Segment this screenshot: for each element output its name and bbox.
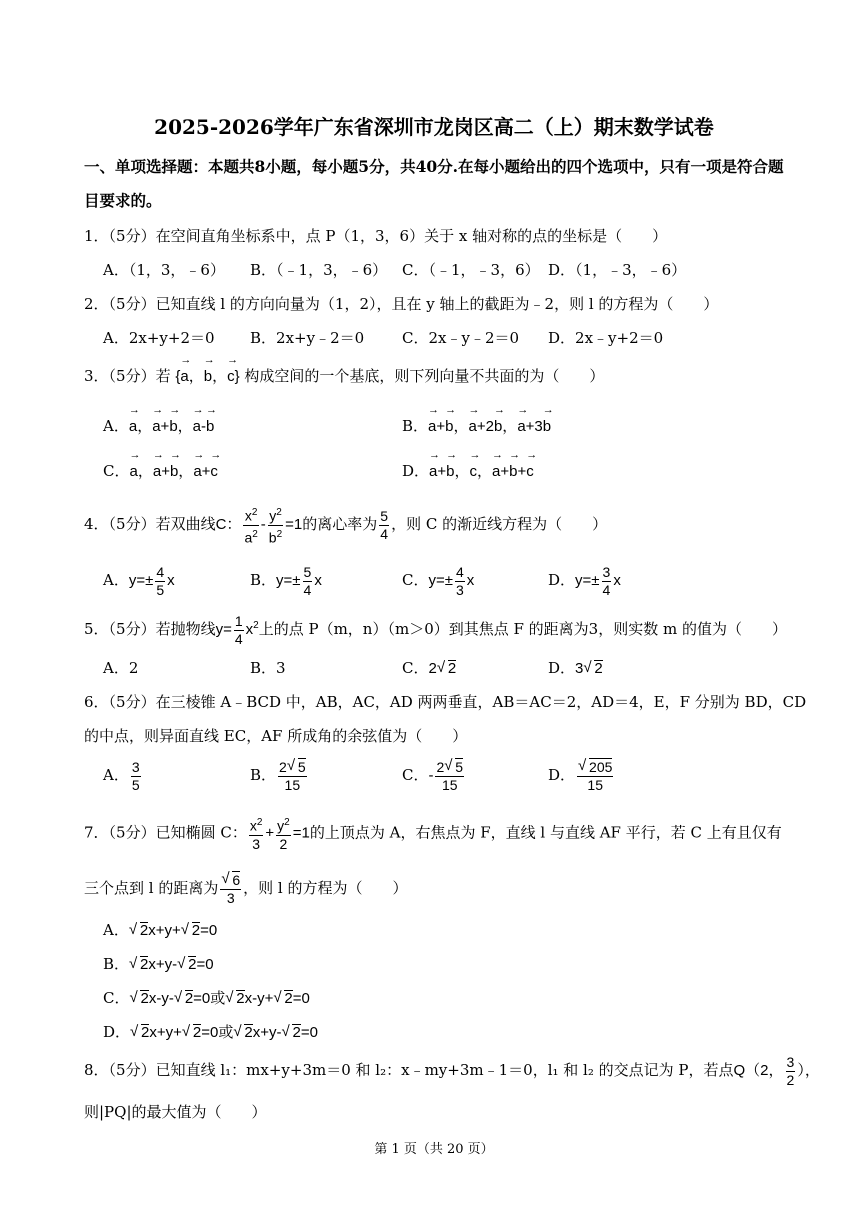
- question-2-stem: 2．（5分）已知直线 l 的方向向量为（1，2），且在 y 轴上的截距为﹣2，则 l 的方程为（ ）: [84, 295, 719, 313]
- question-1-option-c: C．（﹣1，﹣3，6）: [402, 261, 540, 279]
- basis-vectors: {→ a，→ b，→ c}: [175, 368, 239, 385]
- question-3-suffix: 构成空间的一个基底，则下列向量不共面的为（ ）: [244, 367, 605, 385]
- question-5-option-b: B．3: [250, 659, 286, 677]
- question-4-option-b: B．y=± $\frac{5}{4}$ x: [250, 563, 322, 598]
- question-8-stem-cont: 则|PQ|的最大值为（ ）: [84, 1103, 267, 1121]
- question-2-option-b: B．2x+y﹣2＝0: [250, 329, 365, 347]
- question-4-option-c: C．y=± $\frac{4}{3}$ x: [402, 563, 475, 598]
- page-footer: 第 1 页（共 20 页）: [374, 1142, 494, 1157]
- question-3-option-a: A．→ a，→ a+→ b，→ a-→ b: [103, 416, 214, 437]
- question-6-option-b: B． $\frac{2√ 5}{15}$: [250, 757, 309, 794]
- question-7-stem-cont: 三个点到 l 的距离为 √ $\frac{6}{3}$ ，则 l 的方程为（ ）: [84, 870, 407, 907]
- section-heading-cont: 目要求的。: [84, 191, 162, 210]
- question-8-stem: 8．（5分）已知直线 l₁：mx+y+3m＝0 和 l₂：x﹣my+3m﹣1＝0，l₁ 和 l₂ 的交点记为 P，若点Q（2， $\frac{3}{2}$ ），: [84, 1053, 820, 1088]
- question-3-stem: [84, 366, 604, 387]
- section-heading: 一、单项选择题：本题共8小题，每小题5分，共40分.在每小题给出的四个选项中，只有一项是符合题: [84, 157, 784, 176]
- question-3-option-d: D．→ a+→ b，→ c，→ a+→ b+→ c: [402, 461, 534, 482]
- question-6-option-a: A． $\frac{3}{5}$: [103, 758, 140, 793]
- question-1-option-d: D．（1，﹣3，﹣6）: [548, 261, 687, 279]
- question-6-stem: 6．（5分）在三棱锥 A﹣BCD 中，AB，AC，AD 两两垂直，AB＝AC＝2，AD＝4，E，F 分别为 BD，CD: [84, 693, 807, 711]
- question-5-option-a: A．2: [103, 659, 139, 677]
- question-6-option-c: C．- $\frac{2√ 5}{15}$: [402, 757, 466, 794]
- question-3-prefix: 3．（5分）若: [84, 367, 171, 385]
- question-1-option-a: A．（1，3，﹣6）: [103, 261, 225, 279]
- question-7-option-b: B．√ 2x+y-√ 2=0: [103, 954, 214, 975]
- question-2-option-d: D．2x﹣y+2＝0: [548, 329, 664, 347]
- question-5-option-c: C．2√ 2: [402, 658, 456, 679]
- question-5-option-d: D．3√ 2: [548, 658, 603, 679]
- question-1-option-b: B．（﹣1，3，﹣6）: [250, 261, 388, 279]
- question-2-option-a: A．2x+y+2＝0: [103, 329, 215, 347]
- question-3-option-c: C．→ a，→ a+→ b，→ a+→ c: [103, 461, 218, 482]
- question-7-option-c: C．√ 2x-y-√ 2=0或√ 2x-y+√ 2=0: [103, 988, 310, 1009]
- question-7-option-a: A．√ 2x+y+√ 2=0: [103, 920, 217, 941]
- question-5-stem: 5．（5分）若抛物线y= $\frac{1}{4}$ $x^2$上的点 P（m，n）（m＞0）到其焦点 F 的距离为3，则实数 m 的值为（ ）: [84, 612, 787, 647]
- question-4-option-a: A．y=± $\frac{4}{5}$ x: [103, 563, 175, 598]
- question-6-stem-cont: 的中点，则异面直线 EC，AF 所成角的余弦值为（ ）: [84, 727, 468, 745]
- question-1-stem: 1．（5分）在空间直角坐标系中，点 P（1，3，6）关于 x 轴对称的点的坐标是（ ）: [84, 227, 668, 245]
- page-title: 2025-2026学年广东省深圳市龙岗区高二（上）期末数学试卷: [154, 115, 714, 139]
- question-7-option-d: D．√ 2x+y+√ 2=0或√ 2x+y-√ 2=0: [103, 1022, 318, 1043]
- question-4-option-d: D．y=± $\frac{3}{4}$ x: [548, 563, 621, 598]
- question-7-stem: 7．（5分）已知椭圆 C： $\frac{x^2}{3}$ + $\frac{y^2}{2}$ =1的上顶点为 A，右焦点为 F，直线 l 与直线 AF 平行，若 C 上有且仅有: [84, 814, 782, 853]
- question-2-option-c: C．2x﹣y﹣2＝0: [402, 329, 520, 347]
- question-3-option-b: B．→ a+→ b，→ a+2→ b，→ a+3→ b: [402, 416, 551, 437]
- question-4-stem: 4．（5分）若双曲线C： $\frac{x^2}{a^2}$ - $\frac{y^2}{b^2}$ =1的离心率为 $\frac{5}{4}$ ，则 C 的渐近线方程为（ ）: [84, 504, 607, 546]
- question-6-option-d: D． √ $\frac{205}{15}$: [548, 757, 615, 794]
